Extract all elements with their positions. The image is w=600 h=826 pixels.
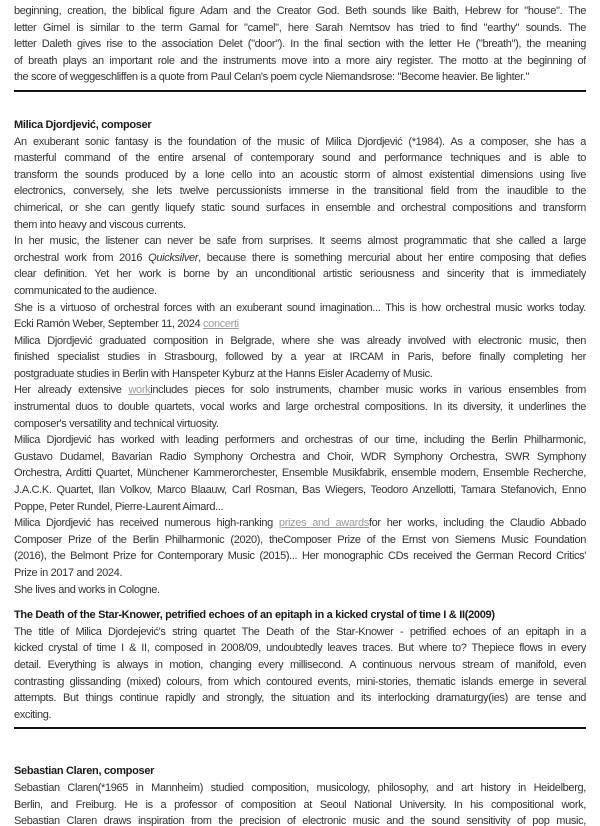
text-line: [14, 432, 586, 449]
text-line: [14, 797, 586, 814]
text-line: [14, 399, 586, 416]
text-line: [14, 20, 586, 37]
text-line: [14, 300, 586, 317]
text-span: Gustavo Dudamel, Bavarian Radio Symphony Orchestra and Choir, WDR Symphony Orchestra, SWR Symphony: [14, 450, 586, 463]
milica-intro-paragraph: [14, 134, 586, 234]
text-line: [14, 233, 586, 250]
text-span: Orchestra, Arditti Quartet, Münchener Kammerorchester, Ensemble Musikfabrik, ensemble modern, Ensemble Recherche,: [14, 467, 586, 480]
text-span: transform the sounds produced by a lone cello into an acoustic storm of almost existential dimensions using live: [14, 168, 586, 181]
text-line: [14, 69, 586, 86]
text-span: Poppe, Peter Rundel, Pierre-Laurent Aimard...: [14, 500, 224, 513]
text-span: the score of weggeschliffen is a quote from Paul Celan's poem cycle Niemandsrose: "Become heavier. Be lighter.": [14, 71, 530, 84]
text-line: [14, 316, 586, 333]
text-span: them into heavy and viscous currents.: [14, 218, 186, 231]
text-line: [14, 657, 586, 674]
text-line: [14, 416, 586, 433]
quote-paragraph: [14, 300, 586, 333]
text-line: [14, 183, 586, 200]
text-span: In her music, the listener can never be safe from surprises. It seems almost programmatic that she called a large: [14, 235, 586, 248]
text-span: Prize in 2017 and 2024.: [14, 567, 123, 579]
text-span: Milica Djordjević has worked with leading performers and orchestras of our time, including the Berlin Philharmonic,: [14, 434, 586, 447]
text-span: finished specialist studies in Strasbourg, followed by a year at IRCAM in Paris, before finally completing her: [14, 351, 586, 364]
text-line: [14, 449, 586, 466]
text-line: [14, 250, 586, 267]
weggeschliffen-paragraph: [14, 3, 586, 86]
text-line: [14, 283, 586, 300]
text-span: Milica Djordjević has received numerous high-ranking: [14, 517, 279, 530]
text-span: She is a virtuoso of orchestral forces with an exuberant sound imagination... This is how orchestral music works today.: [14, 301, 586, 314]
star-knower-heading: The Death of the Star-Knower, petrified echoes of an epitaph in a kicked crystal of time I & II(2009): [14, 609, 495, 622]
text-span: contrasting glissanding (mixed) colours, from which contoured events, mini-stories, thematic islands emerge in several: [14, 675, 586, 688]
milica-collaborations-paragraph: [14, 432, 586, 515]
text-span: electronics, conversely, she lets twelve percussionists immerse in the transitional field from the inaudible to the: [14, 185, 586, 198]
text-span: masterful command of the entire arsenal of contemporary sound and performance techniques and is able to: [14, 152, 586, 165]
text-line: [14, 707, 586, 724]
text-span: beginning, creation, the biblical figure Adam and the Creator God. Beth sounds like Baith, Hebrew for "house". The: [14, 5, 586, 17]
text-span: detail. Everything is always in motion, changing every millisecond. A continuous nervous stream of manifold, even: [14, 658, 586, 671]
text-line: [14, 499, 586, 516]
text-line: [14, 565, 586, 582]
text-line: [14, 366, 586, 383]
text-span: includes pieces for solo instruments, chamber music works in various ensembles from: [150, 384, 586, 397]
text-line: [14, 674, 586, 691]
star-knower-paragraph: [14, 624, 586, 724]
milica-music-paragraph: [14, 233, 586, 299]
text-line: [14, 266, 586, 283]
text-span: clear definition. Yet her work is borne by an unconditional artistic seriousness and sincerity that is immediately: [14, 268, 586, 281]
text-span: orchestral work from 2016: [14, 251, 149, 264]
text-span: attempts. But things continue rapidly and strongly, the situation and its interlocking dramaturgy(ies) are tense and: [14, 692, 586, 705]
text-span: kicked crystal of time I & II, composed in 2008/09, undoubtedly leaves traces. But where to? Thepiece flows in every: [14, 642, 586, 655]
text-line: [14, 36, 586, 53]
text-line: [14, 53, 586, 70]
text-span: J.A.C.K. Quartet, Ilan Volkov, Marco Blaauw, Carl Rosman, Bas Wiegers, Teodoro Anzellotti, Tamara Stefanovich, Enno: [14, 484, 586, 497]
milica-prizes-paragraph: [14, 515, 586, 581]
text-span: The title of Milica Djordejević's string quartet The Death of the Star-Knower - petrified echoes of an epitaph in a: [14, 625, 586, 638]
text-span: Milica Djordjević graduated composition in Belgrade, where she was already involved with electronic music, then: [14, 334, 586, 347]
text-span: postgraduate studies in Berlin with Hanspeter Kyburz at the Hanns Eisler Academy of Music.: [14, 367, 433, 380]
text-line: [14, 3, 586, 20]
text-line: [14, 349, 586, 366]
text-line: [14, 333, 586, 350]
text-span: chimerical, or she can gently liquefy static sound surfaces in ensemble and orchestral compositions and transform: [14, 201, 586, 214]
vertical-spacer: [14, 92, 586, 117]
text-span: for her works, including the Claudio Abbado: [368, 517, 586, 530]
text-span: of breath plays an important role and the instruments move into a more airy register. The motto at the beginning of: [14, 54, 586, 67]
text-span: Quicksilver: [148, 251, 199, 264]
milica-djordjevic-heading: Milica Djordjević, composer: [14, 118, 152, 131]
sebastian-claren-heading: Sebastian Claren, composer: [14, 765, 155, 778]
text-span: She lives and works in Cologne.: [14, 583, 160, 596]
text-line: [14, 150, 586, 167]
text-span: letter Gimel is similar to the term Gamal for "camel", here Sarah Nemtsov has tried to find "earthy" sounds. The: [14, 21, 586, 34]
text-span: composer's versatility and technical virtuosity.: [14, 417, 219, 430]
milica-work-paragraph: [14, 382, 586, 432]
text-line: [14, 582, 586, 599]
text-span: communicated to the audience.: [14, 284, 157, 297]
text-line: [14, 200, 586, 217]
text-span: Her already extensive: [14, 384, 129, 397]
text-line: [14, 813, 586, 826]
text-line: [14, 690, 586, 707]
text-span: (2016), the Belmont Prize for Contemporary Music (2015)... Her monographic CDs received the German Record Critics': [14, 550, 586, 563]
milica-residence-paragraph: [14, 582, 586, 599]
text-span: instrumental duos to double quartets, vocal works and large orchestral compositions. In its diversity, it underlines the: [14, 401, 586, 414]
text-line: [14, 167, 586, 184]
text-span: letter Daleth gives rise to the association Delet ("door"). In the final section with the letter He ("breath"), the meaning: [14, 38, 586, 51]
vertical-spacer: [14, 598, 586, 607]
text-line: [14, 532, 586, 549]
text-line: [14, 217, 586, 234]
text-span: Composer Prize of the Berlin Philharmonic (2020), theComposer Prize of the Ernst von Siemens Music Foundation: [14, 533, 586, 546]
text-line: [14, 134, 586, 151]
text-line: [14, 548, 586, 565]
text-span: Sebastian Claren draws inspiration from the precision of electronic music and the sound sensitivity of pop music,: [14, 815, 586, 826]
text-span: Berlin, and Freiburg. He is a professor of composition at Seoul National University. In his compositional work,: [14, 798, 586, 811]
text-line: [14, 640, 586, 657]
text-span: , because there is something mercurial about her entire composing that defies: [198, 251, 586, 264]
text-line: [14, 382, 586, 399]
sebastian-intro-paragraph: [14, 780, 586, 826]
text-line: [14, 482, 586, 499]
milica-studies-paragraph: [14, 333, 586, 383]
text-line: [14, 780, 586, 797]
vertical-spacer: [14, 729, 586, 763]
text-line: [14, 515, 586, 532]
text-span: An exuberant sonic fantasy is the foundation of the music of Milica Djordjević (*1984). As a composer, she has a: [14, 135, 586, 148]
text-span: exciting.: [14, 708, 52, 721]
work-link[interactable]: work: [128, 384, 151, 397]
text-line: [14, 465, 586, 482]
text-span: Sebastian Claren(*1965 in Mannheim) studied composition, musicology, philosophy, and art history in Heidelberg,: [14, 781, 586, 794]
concerti-link[interactable]: concerti: [203, 318, 239, 331]
text-span: Ecki Ramón Weber, September 11, 2024: [14, 318, 204, 331]
prizes-awards-link[interactable]: prizes and awards: [278, 517, 369, 530]
text-line: [14, 624, 586, 641]
